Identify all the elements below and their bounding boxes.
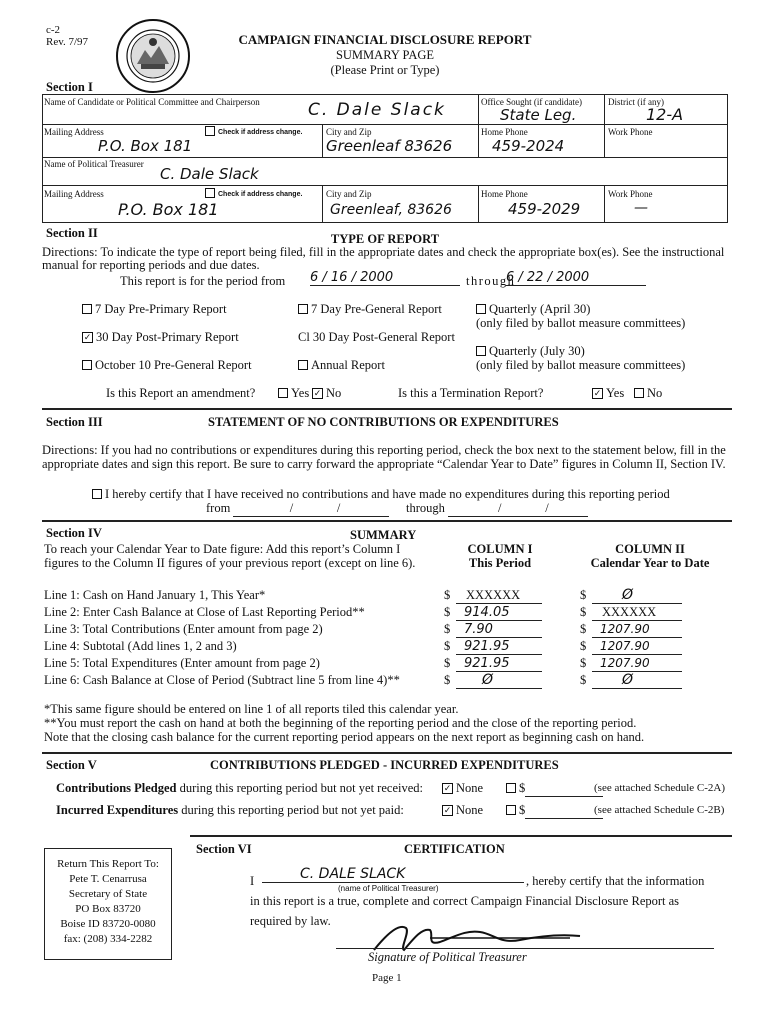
option-pre-general[interactable]: 7 Day Pre-General Report	[298, 302, 442, 317]
pledged-none-checkbox[interactable]: ✓ None	[443, 781, 484, 795]
form-revision: Rev. 7/97	[46, 36, 89, 48]
dollar-sign: $	[444, 639, 451, 653]
home-phone2-label: Home Phone	[481, 189, 528, 199]
col1-line6-value[interactable]: Ø	[456, 672, 542, 689]
section6-title: CERTIFICATION	[404, 842, 505, 856]
work-phone-label: Work Phone	[608, 127, 653, 137]
amendment-no[interactable]: ✓ No	[313, 386, 342, 400]
form-subtitle: SUMMARY PAGE	[335, 48, 435, 62]
option-quarterly-april[interactable]: Quarterly (April 30)	[476, 302, 590, 317]
dollar-sign: $	[580, 622, 587, 636]
col2-line2-value[interactable]: XXXXXX	[592, 604, 682, 621]
mailing-label: Mailing Address	[44, 127, 104, 137]
option-post-general[interactable]: Cl 30 Day Post-General Report	[298, 330, 455, 344]
col2-line4-value[interactable]: 1207.90	[592, 638, 682, 655]
dollar-sign: $	[580, 639, 587, 653]
dollar-sign: $	[580, 605, 587, 619]
section6-heading: Section VI	[196, 842, 252, 856]
no-activity-through: through / /	[406, 501, 588, 517]
certify-line2: in this report is a true, complete and correct Campaign Financial Disclosure Report as	[250, 894, 680, 908]
section1-heading: Section I	[46, 80, 93, 94]
page-number: Page 1	[372, 972, 402, 984]
treasurer-label: Name of Political Treasurer	[44, 159, 144, 169]
address-change-checkbox[interactable]: Check if address change.	[205, 127, 302, 137]
home-phone-label: Home Phone	[481, 127, 528, 137]
period-to-value[interactable]: 6 / 22 / 2000	[506, 270, 646, 286]
treasurer-name-field[interactable]: C. DALE SLACK	[262, 866, 524, 883]
column2-title: COLUMN II	[615, 542, 685, 556]
city-value[interactable]: Greenleaf 83626	[326, 137, 453, 155]
period-text: This report is for the period from	[120, 274, 286, 288]
column1-sub: This Period	[468, 556, 532, 570]
section5-title: CONTRIBUTIONS PLEDGED - INCURRED EXPENDITURES	[210, 758, 559, 772]
incurred-amount[interactable]: $	[506, 803, 603, 819]
termination-question: Is this a Termination Report?	[398, 386, 544, 400]
no-activity-checkbox[interactable]: I hereby certify that I have received no contributions and have made no expenditures during this reporting period	[92, 487, 670, 502]
amendment-yes[interactable]: Yes	[278, 386, 309, 401]
option-annual[interactable]: Annual Report	[298, 358, 385, 373]
section4-title: SUMMARY	[350, 528, 417, 542]
mailing2-value[interactable]: P.O. Box 181	[118, 200, 219, 219]
city2-label: City and Zip	[326, 189, 372, 199]
amendment-question: Is this Report an amendment?	[106, 386, 256, 400]
col1-line2-value[interactable]: 914.05	[456, 604, 542, 621]
summary-note-2: **You must report the cash on hand at both the beginning of the reporting period and the close of the reporting period.	[44, 716, 637, 730]
col1-line1-value[interactable]: XXXXXX	[456, 587, 542, 604]
col2-line6-value[interactable]: Ø	[592, 672, 682, 689]
section5-heading: Section V	[46, 758, 97, 772]
summary-note-1: *This same figure should be entered on line 1 of all reports tiled this calendar year.	[44, 702, 459, 716]
section3-directions: Directions: If you had no contributions or expenditures during this reporting period, check the box next to the statement below, fill in the appropriate dates and sign this report. Be sure to carry forward the appropriate “Calendar Year to Date” figures in Column II, Section IV.	[42, 443, 726, 471]
certify-i: I	[250, 874, 255, 888]
option-oct10[interactable]: October 10 Pre-General Report	[82, 358, 252, 373]
dollar-sign: $	[444, 605, 451, 619]
office-label: Office Sought (if candidate)	[481, 97, 583, 107]
dollar-sign: $	[580, 656, 587, 670]
candidate-name-value[interactable]: C. Dale Slack	[308, 100, 446, 120]
return-address-box: Return This Report To: Pete T. Cenarrusa Secretary of State PO Box 83720 Boise ID 83720-0080 fax: (208) 334-2282	[44, 848, 172, 960]
dollar-sign: $	[580, 673, 587, 687]
schedule-c2b-note: (see attached Schedule C-2B)	[594, 804, 725, 816]
district-value[interactable]: 12-A	[646, 105, 684, 124]
section2-heading: Section II	[46, 226, 98, 240]
option-quarterly-july[interactable]: Quarterly (July 30)	[476, 344, 585, 359]
dollar-sign: $	[444, 588, 451, 602]
summary-line-label: Line 4: Subtotal (Add lines 1, 2 and 3)	[44, 639, 237, 653]
mailing2-label: Mailing Address	[44, 189, 104, 199]
summary-line-label: Line 1: Cash on Hand January 1, This Year*	[44, 588, 266, 602]
treasurer-name-caption: (name of Political Treasurer)	[338, 884, 439, 893]
termination-no[interactable]: No	[634, 386, 662, 401]
col1-line4-value[interactable]: 921.95	[456, 638, 542, 655]
certify-rest: , hereby certify that the information	[526, 874, 705, 888]
work-phone2-label: Work Phone	[608, 189, 653, 199]
work-phone2-value[interactable]: —	[634, 200, 648, 216]
col1-line3-value[interactable]: 7.90	[456, 621, 542, 638]
incurred-none-checkbox[interactable]: ✓ None	[443, 803, 484, 817]
col2-line1-value[interactable]: Ø	[592, 587, 682, 604]
dollar-sign: $	[580, 588, 587, 602]
summary-line-label: Line 6: Cash Balance at Close of Period (Subtract line 5 from line 4)**	[44, 673, 400, 687]
form-code: c-2	[46, 24, 61, 36]
section4-intro: To reach your Calendar Year to Date figure: Add this report’s Column I figures to the Column II figures of your previous report (except on line 6).	[44, 542, 416, 570]
city-label: City and Zip	[326, 127, 372, 137]
pledged-amount[interactable]: $	[506, 781, 603, 797]
summary-line-label: Line 5: Total Expenditures (Enter amount from page 2)	[44, 656, 320, 670]
city2-value[interactable]: Greenleaf, 83626	[330, 202, 452, 218]
period-through: through	[466, 274, 516, 288]
dollar-sign: $	[444, 656, 451, 670]
no-activity-from: from / /	[206, 501, 389, 517]
form-instruction: (Please Print or Type)	[330, 63, 440, 77]
district-label: District (if any)	[608, 97, 664, 107]
home-phone2-value[interactable]: 459-2029	[508, 200, 581, 218]
column1-title: COLUMN I	[467, 542, 533, 556]
option-pre-primary[interactable]: 7 Day Pre-Primary Report	[82, 302, 227, 317]
section2-directions: Directions: To indicate the type of report being filed, fill in the appropriate dates and check the appropriate box(es). See the instructional manual for reporting periods and due dates.	[42, 245, 725, 272]
termination-yes[interactable]: ✓ Yes	[593, 386, 625, 400]
mailing-value[interactable]: P.O. Box 181	[98, 137, 193, 155]
option-post-primary[interactable]: ✓ 30 Day Post-Primary Report	[83, 330, 239, 344]
quarterly-july-note: (only filed by ballot measure committees)	[476, 358, 686, 372]
col1-line5-value[interactable]: 921.95	[456, 655, 542, 672]
dollar-sign: $	[444, 673, 451, 687]
col2-line5-value[interactable]: 1207.90	[592, 655, 682, 672]
office-value[interactable]: State Leg.	[500, 106, 577, 124]
pledged-text: Contributions Pledged during this reporting period but not yet received:	[56, 781, 423, 795]
col2-line3-value[interactable]: 1207.90	[592, 621, 682, 638]
incurred-text: Incurred Expenditures during this reporting period but not yet paid:	[56, 803, 404, 817]
form-title: CAMPAIGN FINANCIAL DISCLOSURE REPORT	[238, 32, 532, 47]
section3-heading: Section III	[46, 415, 103, 429]
summary-line-label: Line 2: Enter Cash Balance at Close of Last Reporting Period**	[44, 605, 365, 619]
section2-title: TYPE OF REPORT	[330, 232, 440, 246]
signature-caption: Signature of Political Treasurer	[368, 950, 527, 964]
summary-note-3: Note that the closing cash balance for the current reporting period appears on the next report as beginning cash on hand.	[44, 730, 645, 744]
period-from-value[interactable]: 6 / 16 / 2000	[310, 270, 460, 286]
candidate-label: Name of Candidate or Political Committee and Chairperson	[44, 97, 260, 107]
section4-heading: Section IV	[46, 526, 102, 540]
section3-title: STATEMENT OF NO CONTRIBUTIONS OR EXPENDITURES	[208, 415, 559, 429]
column2-sub: Calendar Year to Date	[590, 556, 710, 570]
certify-line3: required by law.	[250, 914, 331, 928]
schedule-c2a-note: (see attached Schedule C-2A)	[594, 782, 726, 794]
quarterly-april-note: (only filed by ballot measure committees)	[476, 316, 686, 330]
dollar-sign: $	[444, 622, 451, 636]
home-phone-value[interactable]: 459-2024	[492, 137, 565, 155]
treasurer-value[interactable]: C. Dale Slack	[160, 165, 259, 183]
summary-line-label: Line 3: Total Contributions (Enter amount from page 2)	[44, 622, 323, 636]
address-change2-checkbox[interactable]: Check if address change.	[205, 189, 302, 199]
